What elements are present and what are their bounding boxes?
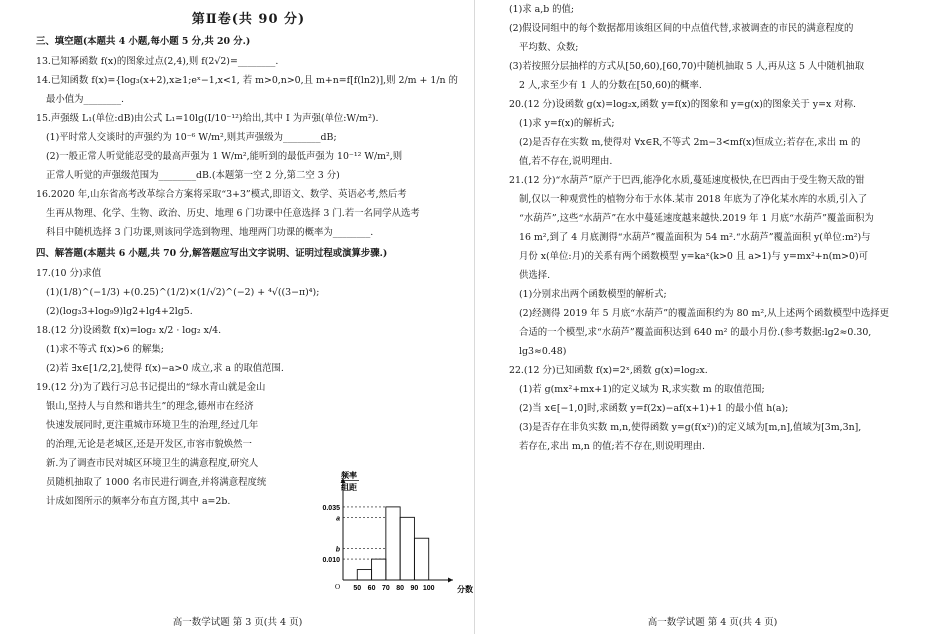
q21: 21.(12 分)“水葫芦”原产于巴西,能净化水质,蔓延速度极快,在巴西由于受生物天敌的钳: [509, 175, 865, 186]
section-solve-heading: 四、解答题(本题共 6 小题,共 70 分,解答题应写出文字说明、证明过程或演算步骤.): [36, 248, 388, 259]
q14: 14.已知函数 f(x)={log₃(x+2),x≥1;eˣ−1,x<1, 若 m>0,n>0,且 m+n=f[f(ln2)],则 2/m + 1/n 的: [36, 75, 458, 86]
q19-line: 员随机抽取了 1000 名市民进行调查,并将满意程度统: [46, 477, 267, 488]
q19-part2-cont: 平均数、众数;: [519, 42, 579, 53]
q17-part1: (1)(1/8)^(−1/3) +(0.25)^(1/2)×(1/√2)^(−2) + ⁴√((3−π)⁴);: [46, 287, 320, 298]
q19-line: 快速发展同时,更注重城市环境卫生的治理,经过几年: [46, 420, 259, 431]
part2-title: 第Ⅱ卷(共 90 分): [191, 12, 306, 27]
q16: 16.2020 年,山东省高考改革综合方案将采取“3+3”模式,即语文、数学、英语必考,然后考: [36, 189, 407, 200]
y-axis-label-bottom: 组距: [341, 483, 357, 492]
y-tick-label: 0.010: [322, 557, 340, 565]
section-fill-blank-heading: 三、填空题(本题共 4 小题,每小题 5 分,共 20 分.): [36, 36, 251, 47]
q14-cont: 最小值为________.: [46, 94, 124, 105]
y-axis-label-top: 频率: [341, 471, 357, 480]
frequency-histogram: [305, 468, 473, 598]
origin-label: O: [335, 583, 341, 591]
page-4: [475, 0, 950, 634]
q22-part3-cont: 若存在,求出 m,n 的值;若不存在,则说明理由.: [519, 441, 705, 452]
histogram-bar: [386, 507, 400, 580]
q18: 18.(12 分)设函数 f(x)=log₂ x/2 · log₂ x/4.: [36, 325, 222, 336]
q22-part1: (1)若 g(mx²+mx+1)的定义域为 R,求实数 m 的取值范围;: [519, 384, 765, 395]
q18-part1: (1)求不等式 f(x)>6 的解集;: [46, 344, 164, 355]
q19-part3: (3)若按照分层抽样的方式从[50,60),[60,70)中随机抽取 5 人,再从这 5 人中随机抽取: [509, 61, 865, 72]
q20-part2: (2)是否存在实数 m,使得对 ∀x∈R,不等式 2m−3<mf(x)恒成立;若存在,求出 m 的: [519, 137, 861, 148]
q16-cont1: 生再从物理、化学、生物、政治、历史、地理 6 门功课中任意选择 3 门.若一名同学从选考: [46, 208, 420, 219]
q15: 15.声强级 L₁(单位:dB)由公式 L₁=10lg(I/10⁻¹²)给出,其中 I 为声强(单位:W/m²).: [36, 113, 379, 124]
x-tick-label: 50: [353, 585, 362, 592]
y-tick-label: 0.035: [322, 504, 340, 512]
q15-part2: (2)一般正常人听觉能忍受的最高声强为 1 W/m²,能听到的最低声强为 10⁻¹² W/m²,则: [46, 151, 403, 162]
q21-part2-cont: 合适的一个模型,求“水葫芦”覆盖面积达到 640 m² 的最小月份.(参考数据:lg2≈0.30,: [519, 327, 872, 338]
page-footer: 高一数学试题 第 3 页(共 4 页): [172, 617, 303, 628]
q17: 17.(10 分)求值: [36, 268, 102, 279]
q20: 20.(12 分)设函数 g(x)=log₂x,函数 y=f(x)的图象和 y=g(x)的图象关于 y=x 对称.: [509, 99, 856, 110]
q20-part2-cont: 值,若不存在,说明理由.: [519, 156, 613, 167]
q15-part2-cont: 正常人听觉的声强级范围为________dB.(本题第一空 2 分,第二空 3 分): [46, 170, 340, 181]
x-tick-label: 80: [396, 585, 405, 592]
q19-line: 银山,坚持人与自然和谐共生”的理念,德州市在经济: [46, 401, 254, 412]
q17-part2: (2)(log₃3+log₉9)lg2+lg4+2lg5.: [46, 306, 193, 317]
histogram-bar: [357, 570, 371, 580]
y-tick-label: b: [335, 546, 340, 554]
q21-line: 制,仅以一种观赏性的植物分布于水体.某市 2018 年底为了净化某水库的水质,引入了: [519, 194, 868, 205]
q16-cont2: 科目中随机选择 3 门功课,则该同学选到物理、地理两门功课的概率为________.: [46, 227, 374, 238]
y-tick-label: a: [336, 515, 340, 523]
q21-part2: (2)经测得 2019 年 5 月底“水葫芦”的覆盖面积约为 80 m²,从上述两个函数模型中选择更: [519, 308, 890, 319]
q19-line: 的治理,无论是老城区,还是开发区,市容市貌焕然一: [46, 439, 252, 450]
q22-part2: (2)当 x∈[−1,0]时,求函数 y=f(2x)−af(x+1)+1 的最小值 h(a);: [519, 403, 789, 414]
q15-part1: (1)平时常人交谈时的声强约为 10⁻⁶ W/m²,则其声强级为________dB;: [46, 132, 337, 143]
q20-part1: (1)求 y=f(x)的解析式;: [519, 118, 615, 129]
q22: 22.(12 分)已知函数 f(x)=2ˣ,函数 g(x)=log₂x.: [509, 365, 708, 376]
page-footer: 高一数学试题 第 4 页(共 4 页): [647, 617, 778, 628]
histogram-bar: [400, 517, 414, 580]
q21-line: “水葫芦”,这些“水葫芦”在水中蔓延速度越来越快.2019 年 1 月底“水葫芦”覆盖面积为: [519, 213, 874, 224]
q21-part1: (1)分别求出两个函数模型的解析式;: [519, 289, 667, 300]
x-axis-label: 分数: [457, 585, 473, 594]
histogram-bar: [372, 559, 386, 580]
q19-part3-cont: 2 人,求至少有 1 人的分数在[50,60)的概率.: [519, 80, 702, 91]
q19-line: 计成如图所示的频率分布直方图,其中 a=2b.: [46, 496, 231, 507]
histogram-bar: [414, 538, 428, 580]
q19-part2: (2)假设同组中的每个数据都用该组区间的中点值代替,求被调查的市民的满意程度的: [509, 23, 854, 34]
q21-part2-cont: lg3≈0.48): [519, 346, 567, 357]
x-tick-label: 90: [410, 585, 419, 592]
x-axis-arrow: [448, 578, 453, 583]
x-tick-label: 70: [381, 585, 390, 592]
q19-line: 19.(12 分)为了践行习总书记提出的“绿水青山就是金山: [36, 382, 266, 393]
x-tick-label: 100: [422, 585, 435, 592]
q22-part3: (3)是否存在非负实数 m,n,使得函数 y=g(f(x²))的定义域为[m,n],值域为[3m,3n],: [519, 422, 862, 433]
q21-line: 供选择.: [519, 270, 551, 281]
q19-line: 新.为了调查市民对城区环境卫生的满意程度,研究人: [46, 458, 259, 469]
x-tick-label: 60: [367, 585, 376, 592]
q21-line: 月份 x(单位:月)的关系有两个函数模型 y=kaˣ(k>0 且 a>1)与 y=mx²+n(m>0)可: [519, 251, 869, 262]
q19-part1: (1)求 a,b 的值;: [509, 4, 575, 15]
q18-part2: (2)若 ∃x∈[1/2,2],使得 f(x)−a>0 成立,求 a 的取值范围.: [46, 363, 284, 374]
q13: 13.已知幂函数 f(x)的图象过点(2,4),则 f(2√2)=________.: [36, 56, 279, 67]
q21-line: 16 m²,到了 4 月底测得“水葫芦”覆盖面积为 54 m².“水葫芦”覆盖面积 y(单位:m²)与: [519, 232, 871, 243]
q19: [36, 378, 304, 511]
